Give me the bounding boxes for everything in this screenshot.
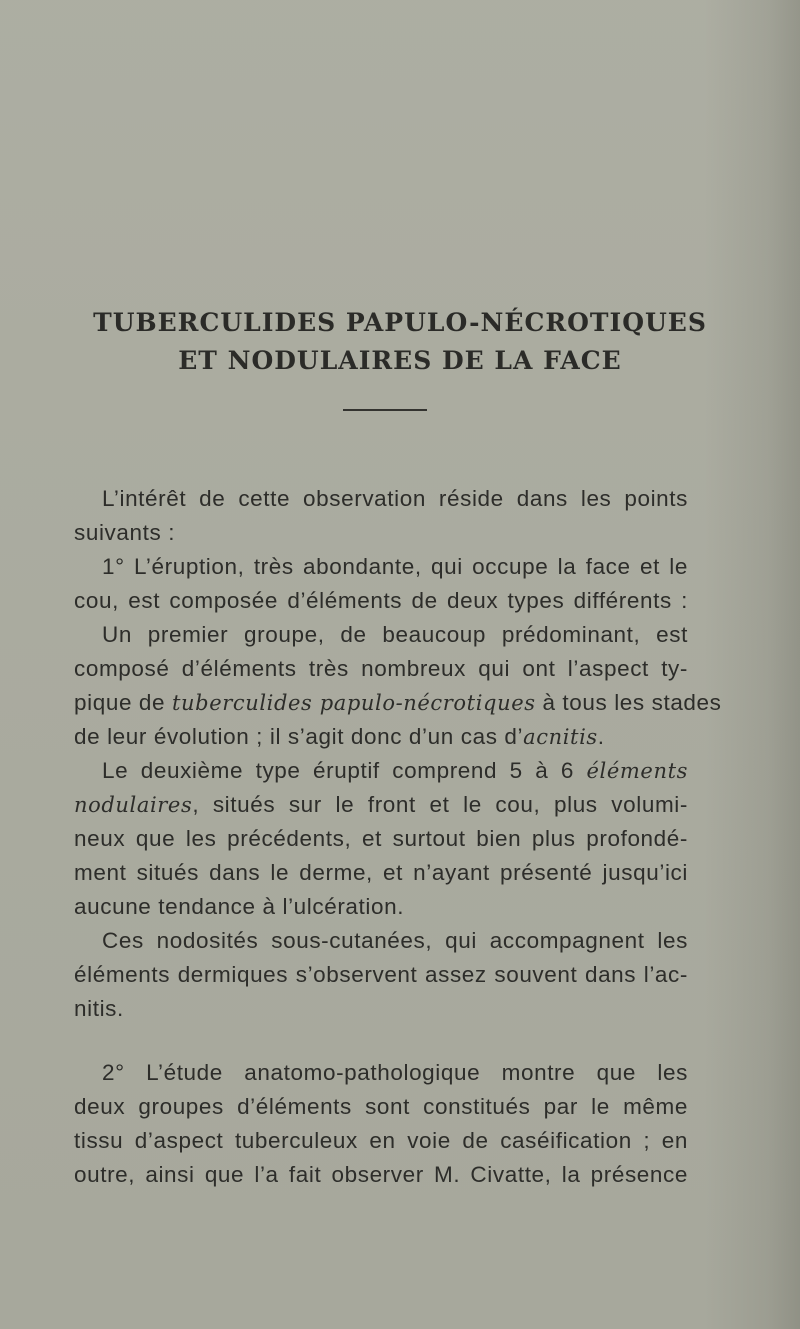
text-line: pique de tuberculides papulo-nécrotiques à tous les stades (74, 690, 722, 715)
text-line: composé d’éléments très nombreux qui ont l’aspect ty- (74, 656, 688, 681)
title-divider (343, 409, 427, 411)
text-line: de leur évolution ; il s’agit donc d’un cas d’acnitis. (74, 724, 605, 749)
italic-term: acnitis (523, 725, 598, 749)
paragraph-point-2 (74, 1056, 688, 1192)
paragraph-point-1 (74, 550, 688, 618)
text-line: Ces nodosités sous-cutanées, qui accompagnent les (102, 928, 688, 953)
text-line: aucune tendance à l’ulcération. (74, 894, 405, 919)
text-line: nitis. (74, 996, 124, 1021)
text-line: deux groupes d’éléments sont constitués par le même (74, 1094, 688, 1119)
paragraph-nodosities (74, 924, 688, 1026)
italic-term: nodulaires (74, 793, 193, 817)
paragraph-second-type (74, 754, 688, 924)
italic-term: éléments (586, 759, 688, 783)
text-line: nodulaires, situés sur le front et le cou, plus volumi- (74, 792, 688, 817)
text-line: tissu d’aspect tuberculeux en voie de caséification ; en (74, 1128, 688, 1153)
text-line: Le deuxième type éruptif comprend 5 à 6 éléments (102, 758, 688, 783)
text-line: cou, est composée d’éléments de deux types différents : (74, 588, 688, 613)
text-line: neux que les précédents, et surtout bien plus profondé- (74, 826, 688, 851)
page-title-line-2: ET NODULAIRES DE LA FACE (178, 346, 622, 375)
text-line: éléments dermiques s’observent assez souvent dans l’ac- (74, 962, 688, 987)
text-line: 2° L’étude anatomo-pathologique montre que les (102, 1060, 688, 1085)
text-line: suivants : (74, 520, 176, 545)
paragraph-first-group (74, 618, 722, 754)
italic-term: tuberculides papulo-nécrotiques (171, 691, 536, 715)
text-line: outre, ainsi que l’a fait observer M. Civatte, la présence (74, 1162, 688, 1187)
page-title-line-1: TUBERCULIDES PAPULO-NÉCROTIQUES (93, 308, 707, 337)
text-line: Un premier groupe, de beaucoup prédominant, est (102, 622, 688, 647)
text-line: ment situés dans le derme, et n’ayant présenté jusqu’ici (74, 860, 688, 885)
paragraph-intro (74, 482, 688, 550)
text-line: 1° L’éruption, très abondante, qui occupe la face et le (102, 554, 688, 579)
text-line: L’intérêt de cette observation réside dans les points (102, 486, 688, 511)
